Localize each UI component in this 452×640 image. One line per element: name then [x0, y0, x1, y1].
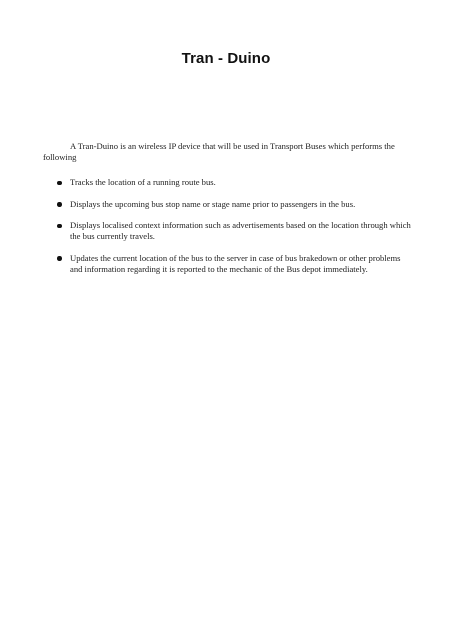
list-item [43, 199, 413, 210]
bullet-icon [57, 224, 62, 229]
list-item-text: Displays the upcoming bus stop name or stage name prior to passengers in the bus. [70, 198, 356, 209]
list-item-text: Updates the current location of the bus to the server in case of bus brakedown or other problems and information regarding it is reported to the mechanic of the Bus depot immediately. [70, 252, 401, 274]
list-item [43, 177, 413, 188]
list-item [43, 253, 413, 275]
intro-paragraph: A Tran-Duino is an wireless IP device that will be used in Transport Buses which performs the following [43, 141, 395, 162]
list-item-text: Tracks the location of a running route bus. [70, 177, 216, 187]
list-item-text: Displays localised context information such as advertisements based on the location through which the bus currently travels. [70, 220, 411, 241]
bullet-icon [57, 202, 62, 207]
bullet-icon [57, 181, 62, 186]
bullet-icon [57, 256, 62, 261]
feature-list [43, 177, 413, 285]
document-title: Tran - Duino [181, 50, 271, 67]
list-item [43, 220, 413, 242]
